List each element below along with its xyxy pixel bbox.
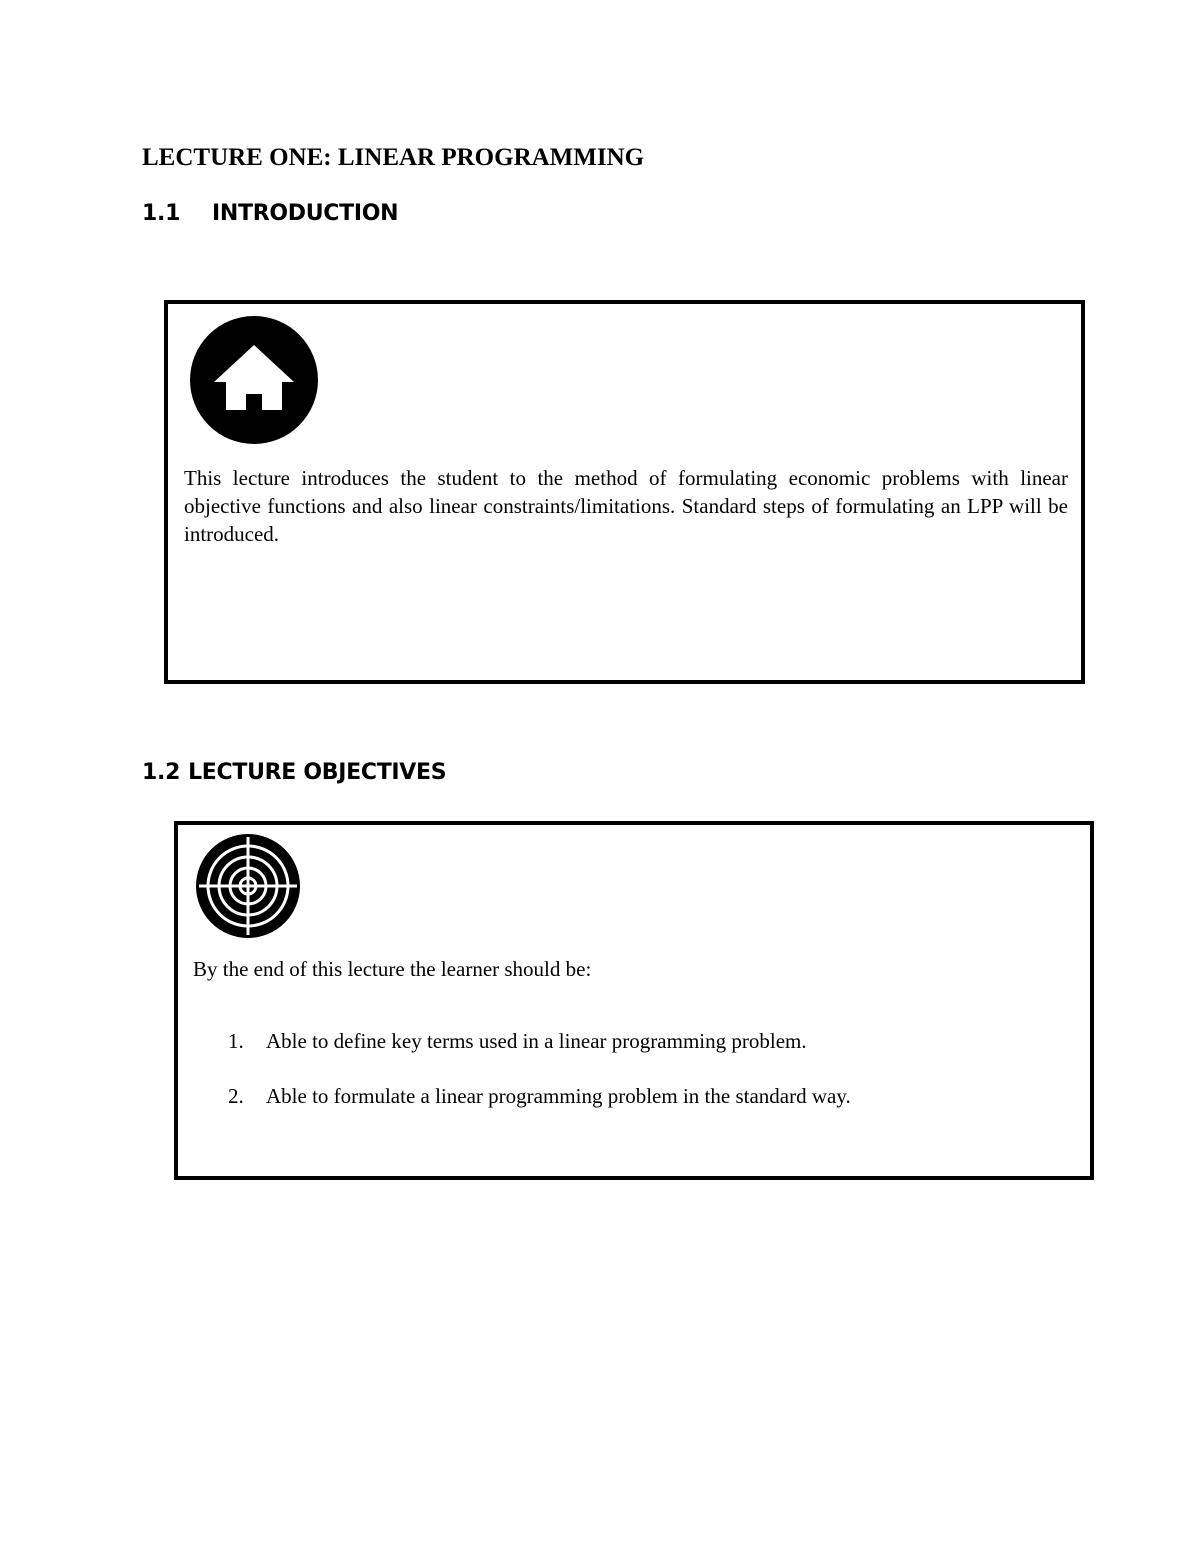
- objectives-box: [174, 821, 1094, 1180]
- page-title: LECTURE ONE: LINEAR PROGRAMMING: [142, 144, 645, 171]
- list-item-marker: 1.: [228, 1029, 244, 1053]
- objectives-section-number: 1.2: [142, 760, 181, 785]
- introduction-section-number: 1.1: [142, 201, 181, 226]
- introduction-text: This lecture introduces the student to the method of formulating economic problems with linear objective functions and also linear constraints/limitations. Standard steps of formulating an LPP will be introduced.: [184, 466, 1068, 546]
- introduction-heading-text: INTRODUCTION: [212, 201, 399, 226]
- list-item: [228, 1027, 851, 1055]
- objectives-lead-text: By the end of this lecture the learner should be:: [193, 957, 592, 981]
- introduction-heading: [142, 199, 398, 229]
- list-item-marker: 2.: [228, 1084, 244, 1108]
- objectives-list: [228, 1027, 851, 1137]
- introduction-box: [164, 300, 1085, 684]
- target-icon: [195, 833, 301, 939]
- list-item: [228, 1082, 851, 1110]
- objectives-heading-text: LECTURE OBJECTIVES: [188, 760, 447, 785]
- list-item-text: Able to formulate a linear programming problem in the standard way.: [266, 1084, 851, 1108]
- list-item-text: Able to define key terms used in a linear programming problem.: [266, 1029, 807, 1053]
- objectives-heading: [142, 758, 446, 788]
- home-icon: [188, 314, 320, 446]
